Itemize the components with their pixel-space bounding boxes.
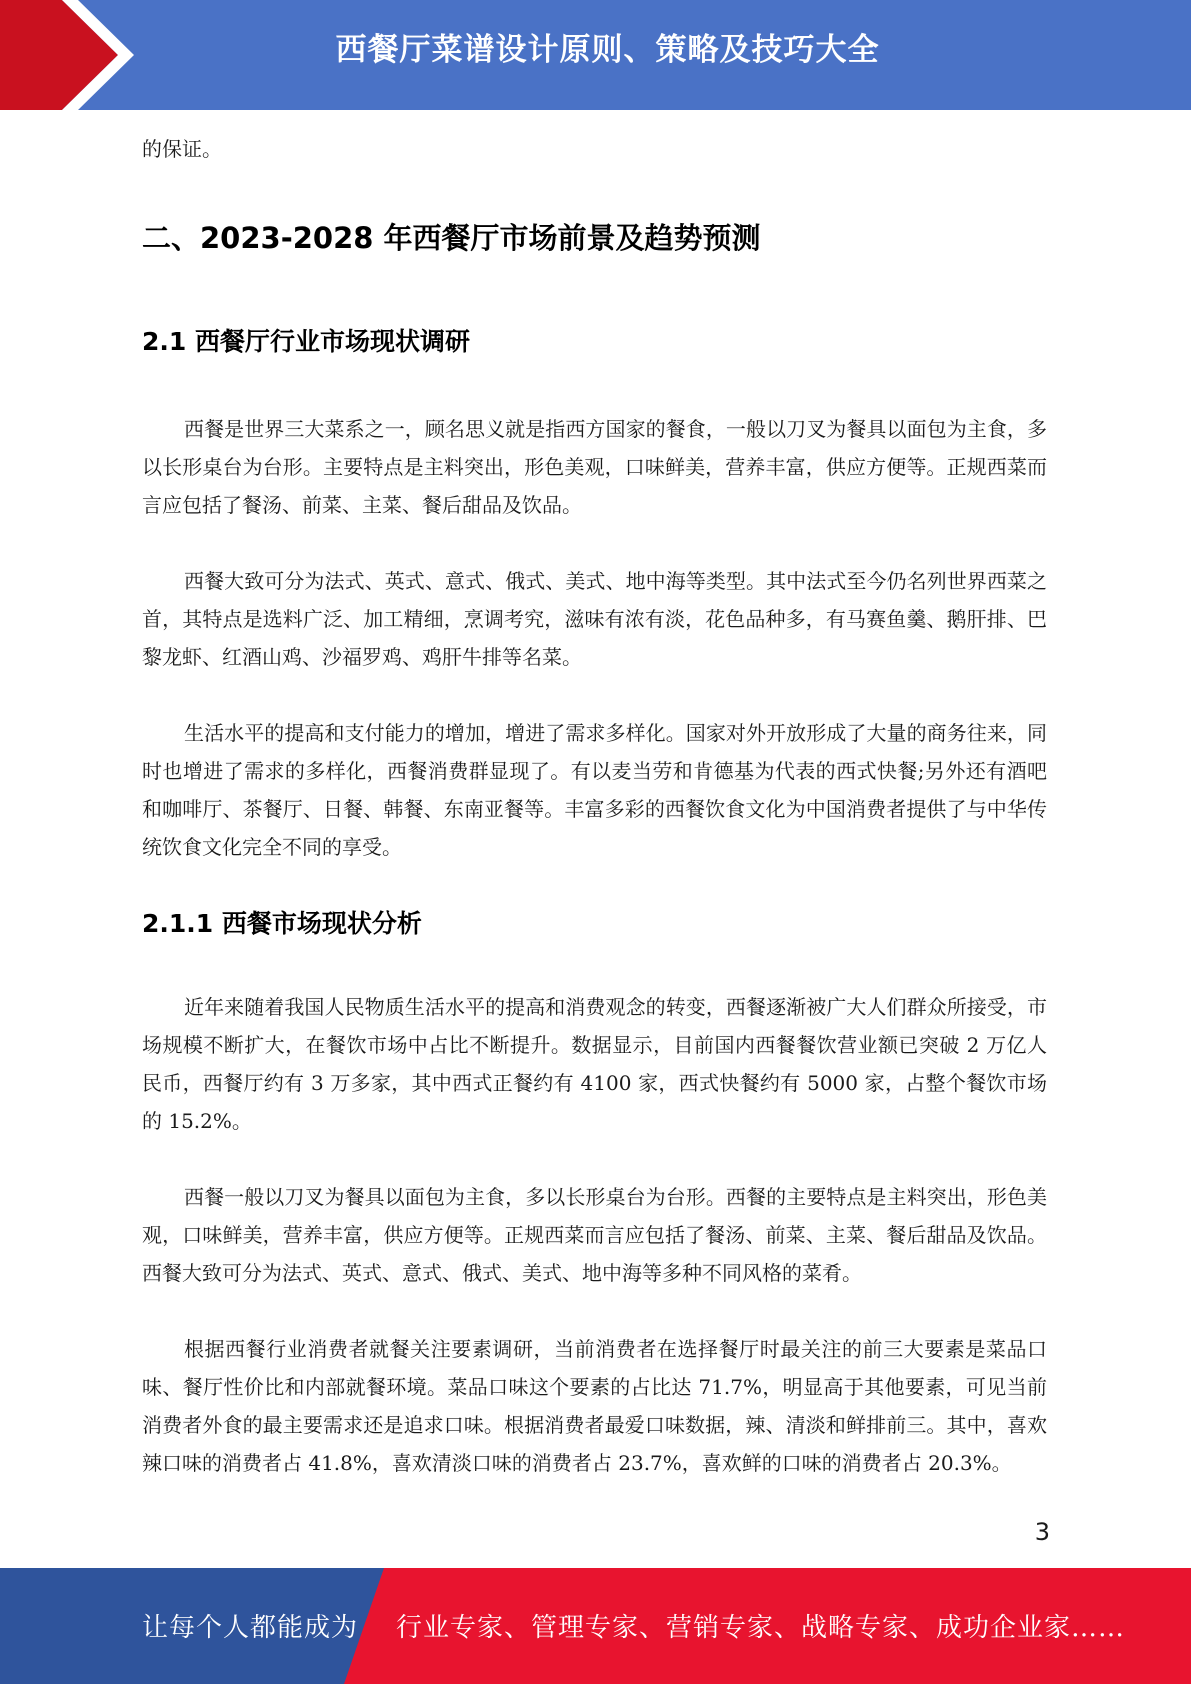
header-banner	[0, 0, 1191, 110]
paragraph: 根据西餐行业消费者就餐关注要素调研，当前消费者在选择餐厅时最关注的前三大要素是菜品口味、餐厅性价比和内部就餐环境。菜品口味这个要素的占比达 71.7%，明显高于其他要素，可见当前消费者外食的最主要需求还是追求口味。根据消费者最爱口味数据，辣、清淡和鲜排前三。其中，喜欢辣口味的消费者占 41.8%，喜欢清淡口味的消费者占 23.7%，喜欢鲜的口味的消费者占 20.3%。	[142, 1337, 1047, 1475]
footer-slogan-right: 行业专家、管理专家、营销专家、战略专家、成功企业家……	[396, 1613, 1126, 1643]
section-heading: 二、2023-2028 年西餐厅市场前景及趋势预测	[142, 221, 761, 255]
paragraph: 西餐一般以刀叉为餐具以面包为主食，多以长形桌台为台形。西餐的主要特点是主料突出，形色美观，口味鲜美，营养丰富，供应方便等。正规西菜而言应包括了餐汤、前菜、主菜、餐后甜品及饮品。西餐大致可分为法式、英式、意式、俄式、美式、地中海等多种不同风格的菜肴。	[142, 1185, 1047, 1285]
page-number: 3	[1034, 1518, 1050, 1546]
footer-slogan-left: 让每个人都能成为	[142, 1613, 359, 1643]
subsubsection-heading: 2.1.1 西餐市场现状分析	[142, 909, 422, 938]
document-title: 西餐厅菜谱设计原则、策略及技巧大全	[335, 32, 880, 68]
paragraph: 西餐大致可分为法式、英式、意式、俄式、美式、地中海等类型。其中法式至今仍名列世界西菜之首，其特点是选料广泛、加工精细，烹调考究，滋味有浓有淡，花色品种多，有马赛鱼羹、鹅肝排、巴黎龙虾、红酒山鸡、沙福罗鸡、鸡肝牛排等名菜。	[142, 569, 1047, 669]
paragraph: 西餐是世界三大菜系之一，顾名思义就是指西方国家的餐食，一般以刀叉为餐具以面包为主食，多以长形桌台为台形。主要特点是主料突出，形色美观，口味鲜美，营养丰富，供应方便等。正规西菜而言应包括了餐汤、前菜、主菜、餐后甜品及饮品。	[142, 417, 1047, 517]
subsection-heading: 2.1 西餐厅行业市场现状调研	[142, 327, 470, 356]
paragraph: 近年来随着我国人民物质生活水平的提高和消费观念的转变，西餐逐渐被广大人们群众所接受，市场规模不断扩大，在餐饮市场中占比不断提升。数据显示，目前国内西餐餐饮营业额已突破 2 万亿人民币，西餐厅约有 3 万多家，其中西式正餐约有 4100 家，西式快餐约有 5000 家，占整个餐饮市场的 15.2%。	[142, 995, 1047, 1133]
paragraph: 生活水平的提高和支付能力的增加，增进了需求多样化。国家对外开放形成了大量的商务往来，同时也增进了需求的多样化，西餐消费群显现了。有以麦当劳和肯德基为代表的西式快餐;另外还有酒吧和咖啡厅、茶餐厅、日餐、韩餐、东南亚餐等。丰富多彩的西餐饮食文化为中国消费者提供了与中华传统饮食文化完全不同的享受。	[142, 721, 1047, 859]
intro-tail-text: 的保证。	[142, 137, 222, 161]
footer-banner	[0, 1568, 1191, 1684]
